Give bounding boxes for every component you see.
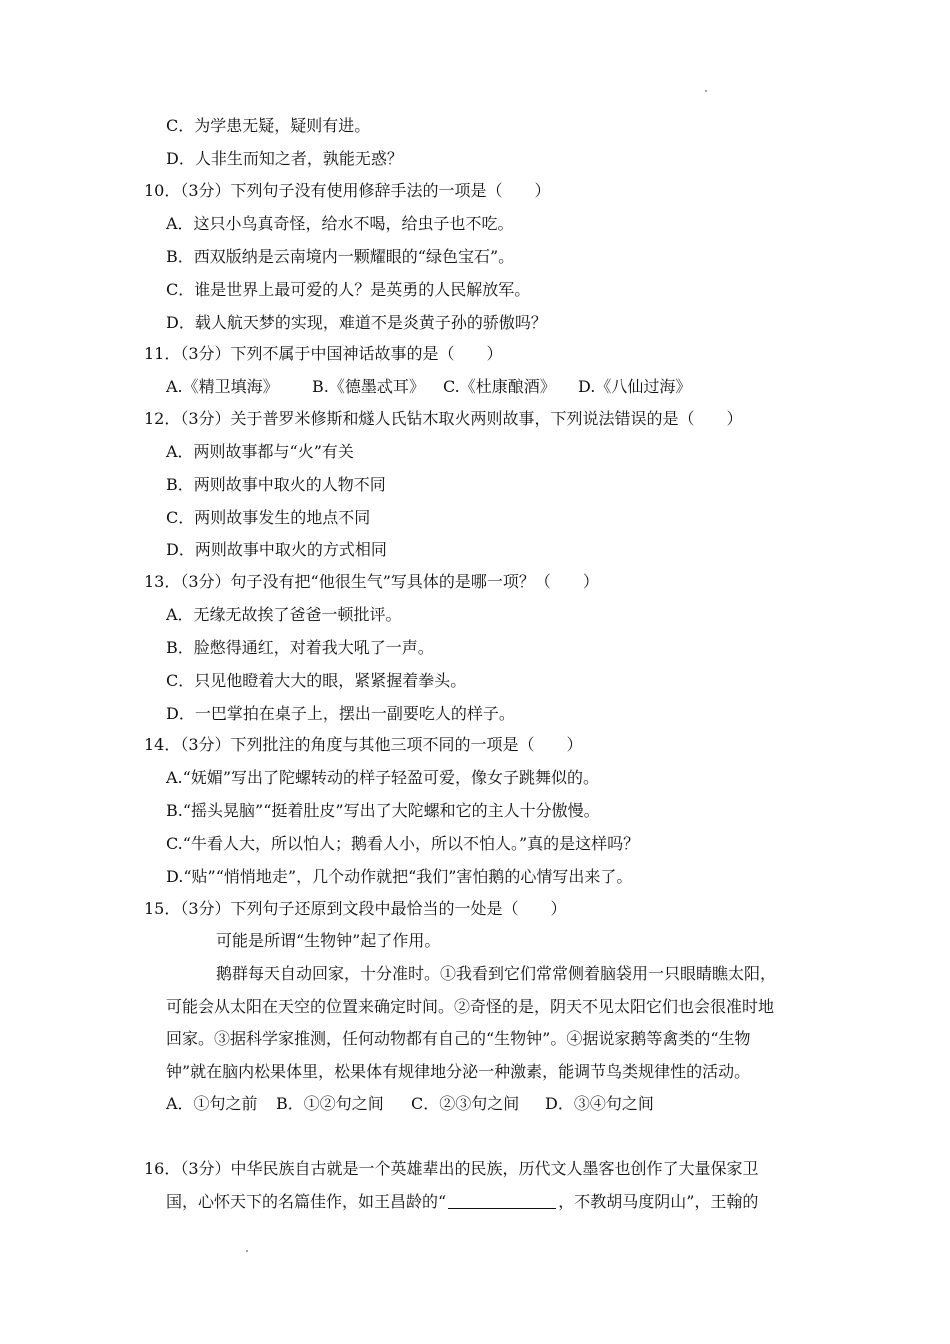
q15-passage-line-1: 鹅群每天自动回家，十分准时。①我看到它们常常侧着脑袋用一只眼睛瞧太阳， [216,964,777,983]
scan-speck-top [705,90,707,92]
q16-fill-blank[interactable] [448,1192,556,1209]
q12-option-d[interactable]: D．两则故事中取火的方式相同 [166,540,387,559]
q15-passage-line-4: 钟”就在脑内松果体里，松果体有规律地分泌一种激素，能调节鸟类规律性的活动。 [166,1062,751,1081]
q14-option-c[interactable]: C.“牛看人大，所以怕人；鹅看人小，所以不怕人。”真的是这样吗？ [166,834,640,853]
q15-option-a[interactable]: A．①句之前 [166,1094,258,1113]
q12-option-b[interactable]: B．两则故事中取火的人物不同 [166,475,386,494]
q15-option-c[interactable]: C．②③句之间 [411,1094,520,1113]
q14-option-d[interactable]: D.“贴”“悄悄地走”，几个动作就把“我们”害怕鹅的心情写出来了。 [166,867,633,886]
q16-stem-line-2 [166,1191,758,1213]
q9-option-d[interactable]: D．人非生而知之者，孰能无惑？ [166,149,403,168]
q16-text-after-blank: ，不教胡马度阴山”，王翰的 [558,1192,759,1211]
q14-option-b[interactable]: B.“摇头晃脑”“挺着肚皮”写出了大陀螺和它的主人十分傲慢。 [166,801,600,820]
q15-sentence: 可能是所谓“生物钟”起了作用。 [216,931,441,950]
q11-stem: 11．（3分）下列不属于中国神话故事的是（ ） [144,344,503,363]
q16-text-before-blank: 国，心怀天下的名篇佳作，如王昌龄的“ [166,1192,447,1211]
q12-option-c[interactable]: C．两则故事发生的地点不同 [166,508,371,527]
q11-option-a[interactable]: A.《精卫填海》 [166,377,279,396]
q10-stem: 10．（3分）下列句子没有使用修辞手法的一项是（ ） [144,181,551,200]
q13-option-c[interactable]: C．只见他瞪着大大的眼，紧紧握着拳头。 [166,671,467,690]
q11-option-d[interactable]: D.《八仙过海》 [578,377,692,396]
scan-speck-bottom [246,1250,248,1252]
q15-option-d[interactable]: D．③④句之间 [545,1094,654,1113]
q11-option-b[interactable]: B.《德墨忒耳》 [312,377,425,396]
q16-stem-line-1: 16．（3分）中华民族自古就是一个英雄辈出的民族，历代文人墨客也创作了大量保家卫 [144,1159,759,1178]
q10-option-c[interactable]: C．谁是世界上最可爱的人？是英勇的人民解放军。 [166,280,531,299]
q12-stem: 12．（3分）关于普罗米修斯和燧人氏钻木取火两则故事，下列说法错误的是（ ） [144,409,743,428]
q12-option-a[interactable]: A．两则故事都与“火”有关 [166,442,354,461]
q13-option-a[interactable]: A．无缘无故挨了爸爸一顿批评。 [166,605,402,624]
q13-option-d[interactable]: D．一巴掌拍在桌子上，摆出一副要吃人的样子。 [166,704,515,723]
q10-option-b[interactable]: B．西双版纳是云南境内一颗耀眼的“绿色宝石”。 [166,247,515,266]
q13-option-b[interactable]: B．脸憋得通红，对着我大吼了一声。 [166,638,434,657]
q15-passage-line-3: 回家。③据科学家推测，任何动物都有自己的“生物钟”。④据说家鹅等禽类的“生物 [166,1029,751,1048]
q15-stem: 15．（3分）下列句子还原到文段中最恰当的一处是（ ） [144,899,567,918]
q10-option-a[interactable]: A．这只小鸟真奇怪，给水不喝，给虫子也不吃。 [166,214,514,233]
q15-passage-line-2: 可能会从太阳在天空的位置来确定时间。②奇怪的是，阴天不见太阳它们也会很准时地 [166,997,775,1016]
q15-option-b[interactable]: B．①②句之间 [276,1094,384,1113]
q13-stem: 13．（3分）句子没有把“他很生气”写具体的是哪一项？（ ） [144,572,599,591]
q14-option-a[interactable]: A.“妩媚”写出了陀螺转动的样子轻盈可爱，像女子跳舞似的。 [166,768,600,787]
q14-stem: 14．（3分）下列批注的角度与其他三项不同的一项是（ ） [144,735,583,754]
q9-option-c[interactable]: C．为学患无疑，疑则有进。 [166,116,371,135]
q11-option-c[interactable]: C.《杜康酿酒》 [443,377,556,396]
q10-option-d[interactable]: D．载人航天梦的实现，难道不是炎黄子孙的骄傲吗？ [166,313,547,332]
